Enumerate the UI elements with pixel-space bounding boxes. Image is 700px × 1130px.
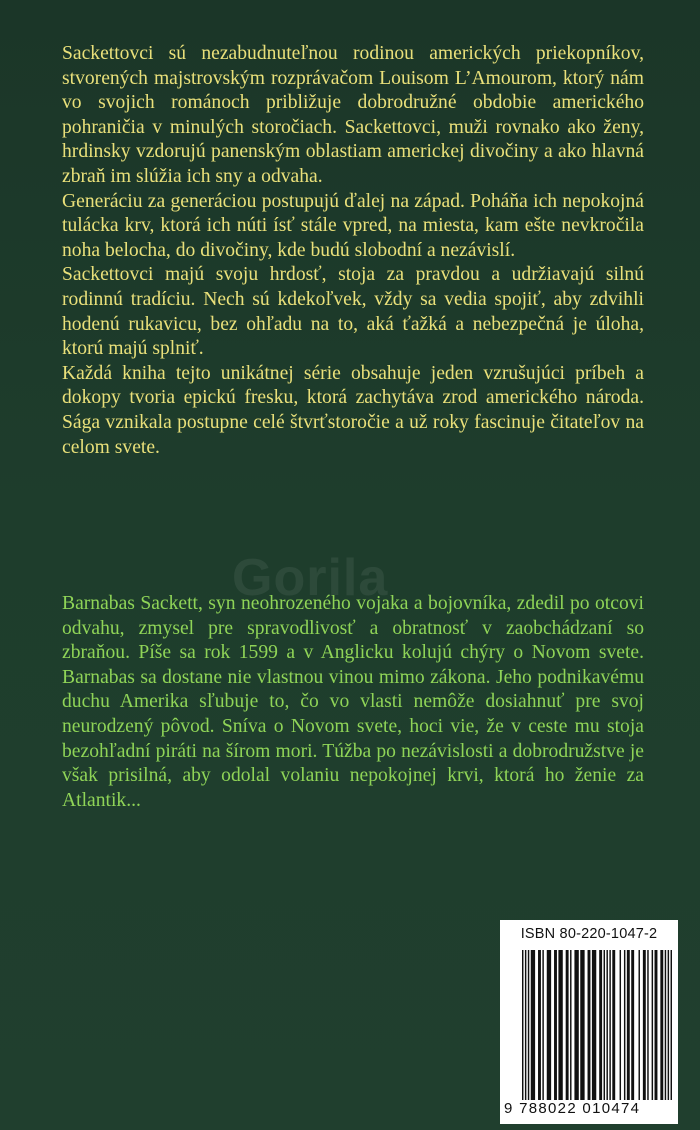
ean-number: 9 788022 010474 <box>504 1100 641 1117</box>
barcode-bar <box>522 950 523 1100</box>
series-blurb <box>62 42 644 460</box>
barcode-bar <box>570 950 571 1100</box>
barcode-bar <box>612 950 615 1100</box>
barcode-bar <box>609 950 610 1100</box>
barcode-bar <box>566 950 569 1100</box>
blurb-paragraph: Sackettovci majú svoju hrdosť, stoja za pravdou a udržiavajú silnú rodinnú tradíciu. Nech sú kdekoľvek, vždy sa vedia spojiť, aby zdvihli hodenú rukavicu, bez ohľadu na to, aká ťažká a nebezpečná je úloha, ktorú majú splniť. <box>62 264 644 360</box>
barcode-icon <box>522 950 672 1100</box>
barcode-bar <box>620 950 621 1100</box>
barcode-bar <box>599 950 602 1100</box>
barcode-bar <box>647 950 648 1100</box>
barcode-bar <box>655 950 658 1100</box>
barcode-bar <box>660 950 663 1100</box>
barcode-bar <box>528 950 529 1100</box>
barcode-bar <box>606 950 607 1100</box>
barcode-bar <box>624 950 625 1100</box>
barcode-bar <box>665 950 666 1100</box>
barcode-bar <box>538 950 541 1100</box>
barcode-bar <box>652 950 653 1100</box>
barcode-bar <box>592 950 596 1100</box>
barcode-bar <box>542 950 543 1100</box>
book-synopsis <box>62 592 644 813</box>
barcode-bar <box>580 950 584 1100</box>
barcode-bar <box>639 950 640 1100</box>
barcode-bar <box>671 950 672 1100</box>
publisher-watermark: Gorila <box>232 549 389 607</box>
barcode-bar <box>525 950 526 1100</box>
barcode-bar <box>558 950 562 1100</box>
barcode-bar <box>574 950 578 1100</box>
barcode-bar <box>604 950 605 1100</box>
barcode-bar <box>631 950 634 1100</box>
barcode-bar <box>643 950 646 1100</box>
blurb-paragraph: Každá kniha tejto unikátnej série obsahuje jeden vzrušujúci príbeh a dokopy tvoria epickú fresku, ktorá zachytáva zrod amerického národa. Sága vznikala postupne celé štvrťstoročie a už roky fascinuje čitateľov na celom svete. <box>62 362 644 458</box>
isbn-number: ISBN 80-220-1047-2 <box>520 926 658 942</box>
barcode-label <box>500 920 678 1124</box>
barcode-bar <box>588 950 591 1100</box>
barcode-bar <box>554 950 557 1100</box>
synopsis-paragraph: Barnabas Sackett, syn neohrozeného vojaka a bojovníka, zdedil po otcovi odvahu, zmysel pre spravodlivosť a obratnosť v zaobchádzaní so zbraňou. Píše sa rok 1599 a v Anglicku kolujú chýry o Novom svete. Barnabas sa dostane nie vlastnou vinou mimo zákona. Jeho podnikavému duchu Amerika sľubuje to, čo vo vlasti nemôže dosiahnuť pre svoj neurodzený pôvod. Sníva o Novom svete, hoci vie, že v ceste mu stoja bezohľadní piráti na šírom mori. Túžba po nezávislosti a dobrodružstve je však prisilná, aby odolal volaniu nepokojnej krvi, ktorá ho ženie za Atlantik... <box>62 593 644 811</box>
blurb-paragraph: Generáciu za generáciou postupujú ďalej na západ. Poháňa ich nepokojná tulácka krv, ktorá ich núti ísť stále vpred, na miesta, kam ešte nevkročila noha belocha, do divočiny, kde budú slobodní a nezávislí. <box>62 190 644 261</box>
blurb-paragraph: Sackettovci sú nezabudnuteľnou rodinou amerických priekopníkov, stvorených majstrovským rozprávačom Louisom L’Amourom, ktorý nám vo svojich románoch približuje dobrodružné obdobie amerického pohraničia v minulých storočiach. Sackettovci, muži rovnako ako ženy, hrdinsky vzdorujú panenským oblastiam americkej divočiny a ako hlavná zbraň im slúžia ich sny a odvaha. <box>62 43 644 187</box>
barcode-bar <box>531 950 535 1100</box>
barcode-bar <box>668 950 669 1100</box>
barcode-bar <box>547 950 551 1100</box>
barcode-bar <box>627 950 630 1100</box>
